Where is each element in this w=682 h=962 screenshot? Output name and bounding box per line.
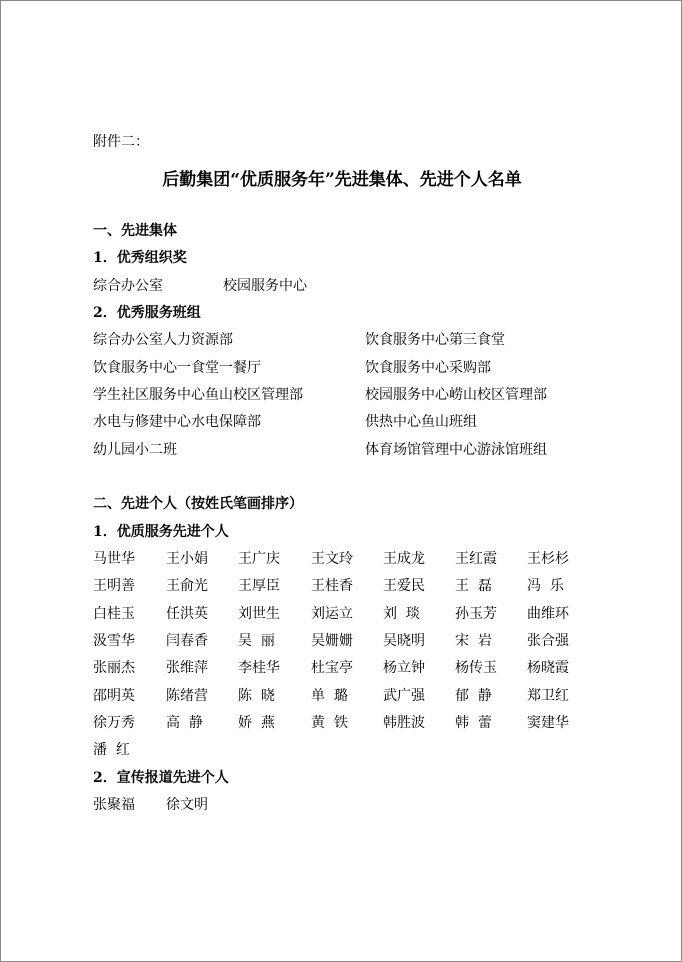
team-item: 学生社区服务中心鱼山校区管理部	[93, 387, 303, 403]
individual-name: 张合强	[527, 633, 569, 649]
individual-name: 刘世生	[238, 606, 280, 622]
individual-name: 王文玲	[311, 551, 353, 567]
press-individual-name: 张聚福	[93, 797, 135, 813]
individual-name: 杨晓霞	[527, 660, 569, 676]
individual-name: 黄 铁	[311, 715, 348, 731]
individual-name: 王明善	[93, 578, 135, 594]
individual-name: 王红霞	[455, 551, 497, 567]
individual-name: 吴 丽	[238, 633, 275, 649]
team-item: 饮食服务中心采购部	[365, 360, 491, 376]
individual-name: 郁 静	[455, 688, 492, 704]
subheading-org-award: 1．优秀组织奖	[93, 250, 187, 266]
section-heading-individual: 二、先进个人（按姓氏笔画排序）	[93, 496, 303, 512]
individual-name: 马世华	[93, 551, 135, 567]
press-individual-name: 徐文明	[166, 797, 208, 813]
individual-name: 韩胜波	[383, 715, 425, 731]
team-item: 饮食服务中心一食堂一餐厅	[93, 360, 261, 376]
individual-name: 王厚臣	[238, 578, 280, 594]
team-item: 饮食服务中心第三食堂	[365, 332, 505, 348]
individual-name: 韩 蕾	[455, 715, 492, 731]
individual-name: 王俞光	[166, 578, 208, 594]
individual-name: 刘 琰	[383, 606, 420, 622]
individual-name: 陈绪营	[166, 688, 208, 704]
individual-name: 王 磊	[455, 578, 492, 594]
individual-name: 武广强	[383, 688, 425, 704]
individual-name: 李桂华	[238, 660, 280, 676]
team-item: 体育场馆管理中心游泳馆班组	[365, 442, 547, 458]
individual-name: 王杉杉	[527, 551, 569, 567]
individual-name: 邵明英	[93, 688, 135, 704]
individual-name: 王小娟	[166, 551, 208, 567]
individual-name: 陈 晓	[238, 688, 275, 704]
individual-name: 曲维环	[527, 606, 569, 622]
individual-name: 杨立钟	[383, 660, 425, 676]
individual-name: 任洪英	[166, 606, 208, 622]
individual-name: 杨传玉	[455, 660, 497, 676]
individual-name: 刘运立	[311, 606, 353, 622]
individual-name: 娇 燕	[238, 715, 275, 731]
team-item: 综合办公室人力资源部	[93, 332, 233, 348]
individual-name: 徐万秀	[93, 715, 135, 731]
section-heading-collective: 一、先进集体	[93, 223, 177, 239]
individual-name: 吴晓明	[383, 633, 425, 649]
individual-name: 杜宝亭	[311, 660, 353, 676]
team-item: 幼儿园小二班	[93, 442, 177, 458]
individual-name: 郑卫红	[527, 688, 569, 704]
individual-name: 张维萍	[166, 660, 208, 676]
team-item: 水电与修建中心水电保障部	[93, 414, 261, 430]
individual-name: 汲雪华	[93, 633, 135, 649]
individual-name: 白桂玉	[93, 606, 135, 622]
team-item: 供热中心鱼山班组	[365, 414, 477, 430]
individual-name: 王爱民	[383, 578, 425, 594]
individual-name: 潘 红	[93, 742, 130, 758]
subheading-press-individual: 2．宣传报道先进个人	[93, 770, 229, 786]
attachment-label: 附件二：	[93, 134, 149, 150]
individual-name: 单 璐	[311, 688, 348, 704]
team-item: 校园服务中心崂山校区管理部	[365, 387, 547, 403]
subheading-service-team: 2．优秀服务班组	[93, 305, 201, 321]
individual-name: 吴姗姗	[311, 633, 353, 649]
individual-name: 宋 岩	[455, 633, 492, 649]
document-title: 后勤集团“优质服务年”先进集体、先进个人名单	[162, 170, 522, 190]
individual-name: 冯 乐	[527, 578, 564, 594]
individual-name: 高 静	[166, 715, 203, 731]
individual-name: 窦建华	[527, 715, 569, 731]
individual-name: 孙玉芳	[455, 606, 497, 622]
individual-name: 王成龙	[383, 551, 425, 567]
individual-name: 闫春香	[166, 633, 208, 649]
individual-name: 王桂香	[311, 578, 353, 594]
individual-name: 王广庆	[238, 551, 280, 567]
individual-name: 张丽杰	[93, 660, 135, 676]
org-award-item: 综合办公室	[93, 278, 163, 294]
subheading-service-individual: 1．优质服务先进个人	[93, 524, 229, 540]
org-award-item: 校园服务中心	[223, 278, 307, 294]
